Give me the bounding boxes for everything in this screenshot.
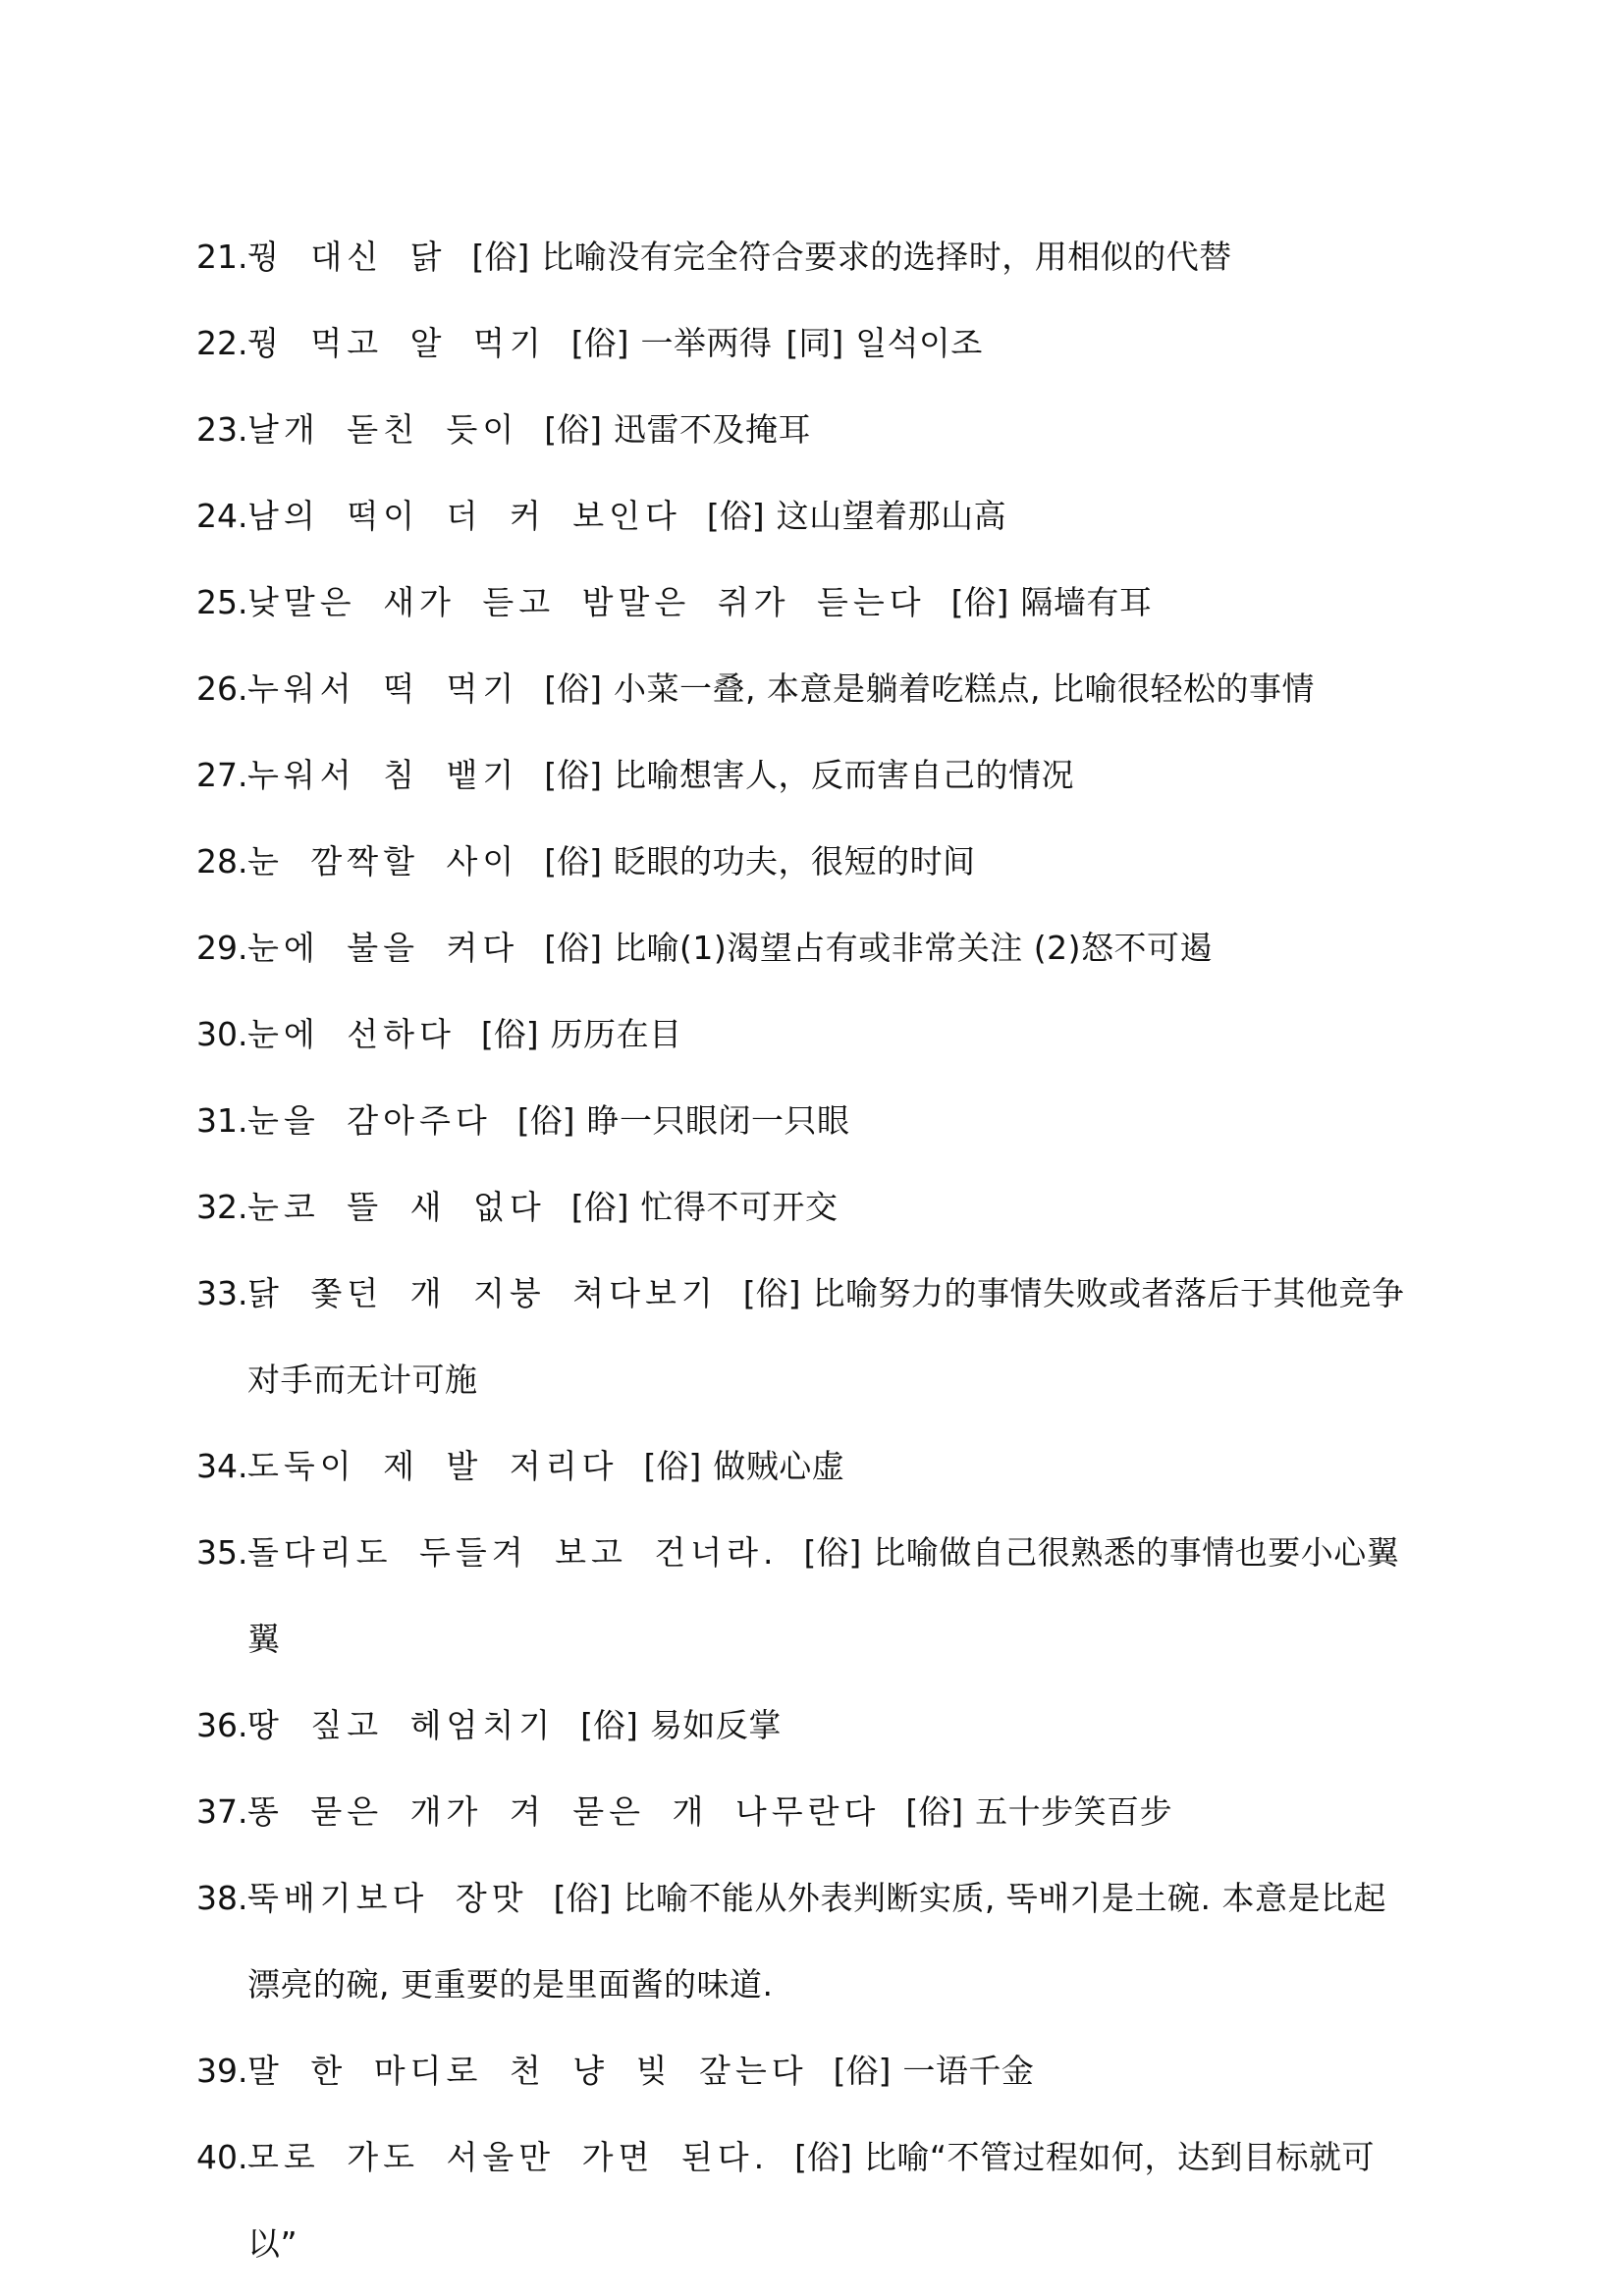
category-tag: [俗] bbox=[553, 1879, 612, 1917]
korean-proverb: 눈 깜짝할 사이 bbox=[247, 842, 519, 881]
korean-proverb: 뚝배기보다 장맛 bbox=[247, 1879, 528, 1917]
category-tag: [俗] bbox=[950, 583, 1009, 621]
chinese-meaning: 易如反掌 bbox=[649, 1706, 782, 1744]
list-item bbox=[196, 1769, 1414, 1855]
list-item bbox=[196, 1164, 1414, 1251]
list-item bbox=[196, 2028, 1414, 2114]
entry-number: 26. bbox=[196, 669, 248, 708]
list-item bbox=[196, 1510, 1414, 1682]
chinese-meaning: 历历在目 bbox=[550, 1015, 682, 1053]
category-tag: [俗] bbox=[570, 324, 629, 362]
list-item bbox=[196, 473, 1414, 560]
category-tag: [俗] bbox=[544, 669, 602, 708]
korean-proverb: 도둑이 제 발 저리다 bbox=[247, 1447, 619, 1485]
list-item bbox=[196, 387, 1414, 473]
entry-number: 28. bbox=[196, 842, 248, 881]
category-tag: [俗] bbox=[544, 410, 602, 449]
chinese-meaning: 一举两得 bbox=[640, 324, 773, 362]
list-item bbox=[196, 300, 1414, 387]
korean-proverb: 날개 돋친 듯이 bbox=[247, 410, 519, 449]
chinese-meaning: 比喻努力的事情失败或者落后于其他竞争对手而无计可施 bbox=[247, 1274, 1405, 1399]
category-tag: [俗] bbox=[471, 238, 530, 276]
category-tag: [俗] bbox=[833, 2052, 892, 2090]
chinese-meaning: 一语千金 bbox=[902, 2052, 1035, 2090]
chinese-meaning: 比喻没有完全符合要求的选择时，用相似的代替 bbox=[541, 238, 1232, 276]
entry-number: 32. bbox=[196, 1188, 248, 1226]
entry-number: 23. bbox=[196, 410, 248, 449]
chinese-meaning: 比喻不能从外表判断实质, 뚝배기是土碗. 本意是比起漂亮的碗, 更重要的是里面酱的味道. bbox=[247, 1879, 1386, 2003]
synonym-text: 일석이조 bbox=[855, 324, 983, 362]
entry-number: 37. bbox=[196, 1792, 248, 1831]
list-item bbox=[196, 732, 1414, 819]
chinese-meaning: 隔墙有耳 bbox=[1020, 583, 1153, 621]
list-item bbox=[196, 991, 1414, 1078]
category-tag: [俗] bbox=[570, 1188, 629, 1226]
entry-number: 35. bbox=[196, 1533, 248, 1572]
korean-proverb: 낮말은 새가 듣고 밤말은 쥐가 듣는다 bbox=[247, 583, 926, 621]
entry-number: 25. bbox=[196, 583, 248, 621]
entry-number: 36. bbox=[196, 1706, 248, 1744]
list-item bbox=[196, 905, 1414, 991]
entry-number: 38. bbox=[196, 1879, 248, 1917]
entry-number: 22. bbox=[196, 324, 248, 362]
chinese-meaning: 睁一只眼闭一只眼 bbox=[586, 1101, 850, 1140]
category-tag: [俗] bbox=[803, 1533, 862, 1572]
list-item bbox=[196, 214, 1414, 300]
korean-proverb: 똥 묻은 개가 겨 묻은 개 나무란다 bbox=[247, 1792, 881, 1831]
korean-proverb: 눈코 뜰 새 없다 bbox=[247, 1188, 546, 1226]
entry-number: 33. bbox=[196, 1274, 248, 1312]
korean-proverb: 말 한 마디로 천 냥 빚 갚는다 bbox=[247, 2052, 808, 2090]
category-tag: [俗] bbox=[706, 497, 765, 535]
category-tag: [俗] bbox=[544, 842, 602, 881]
chinese-meaning: 忙得不可开交 bbox=[640, 1188, 839, 1226]
chinese-meaning: 小菜一叠, 本意是躺着吃糕点, 比喻很轻松的事情 bbox=[614, 669, 1315, 708]
korean-proverb: 모로 가도 서울만 가면 된다. bbox=[247, 2138, 770, 2176]
korean-proverb: 땅 짚고 헤엄치기 bbox=[247, 1706, 556, 1744]
synonym-tag: [同] bbox=[785, 324, 844, 362]
list-item bbox=[196, 2114, 1414, 2287]
korean-proverb: 꿩 먹고 알 먹기 bbox=[247, 324, 546, 362]
korean-proverb: 눈을 감아주다 bbox=[247, 1101, 492, 1140]
korean-proverb: 누워서 떡 먹기 bbox=[247, 669, 519, 708]
chinese-meaning: 这山望着那山高 bbox=[776, 497, 1007, 535]
category-tag: [俗] bbox=[544, 929, 602, 967]
entry-number: 40. bbox=[196, 2138, 248, 2176]
category-tag: [俗] bbox=[580, 1706, 638, 1744]
category-tag: [俗] bbox=[742, 1274, 801, 1312]
category-tag: [俗] bbox=[544, 756, 602, 794]
list-item bbox=[196, 1251, 1414, 1423]
list-item bbox=[196, 1682, 1414, 1769]
entry-number: 24. bbox=[196, 497, 248, 535]
chinese-meaning: 比喻做自己很熟悉的事情也要小心翼翼 bbox=[247, 1533, 1400, 1658]
list-item bbox=[196, 1078, 1414, 1164]
category-tag: [俗] bbox=[794, 2138, 852, 2176]
korean-proverb: 꿩 대신 닭 bbox=[247, 238, 447, 276]
korean-proverb: 돌다리도 두들겨 보고 건너라. bbox=[247, 1533, 779, 1572]
entry-number: 30. bbox=[196, 1015, 248, 1053]
list-item bbox=[196, 1423, 1414, 1510]
entry-number: 34. bbox=[196, 1447, 248, 1485]
chinese-meaning: 比喻(1)渴望占有或非常关注 (2)怒不可遏 bbox=[614, 929, 1213, 967]
korean-proverb: 남의 떡이 더 커 보인다 bbox=[247, 497, 681, 535]
chinese-meaning: 五十步笑百步 bbox=[975, 1792, 1173, 1831]
list-item bbox=[196, 819, 1414, 905]
entry-number: 27. bbox=[196, 756, 248, 794]
korean-proverb: 닭 쫓던 개 지붕 쳐다보기 bbox=[247, 1274, 718, 1312]
chinese-meaning: 迅雷不及掩耳 bbox=[614, 410, 811, 449]
entry-number: 39. bbox=[196, 2052, 248, 2090]
list-item bbox=[196, 646, 1414, 732]
chinese-meaning: 做贼心虚 bbox=[713, 1447, 845, 1485]
category-tag: [俗] bbox=[516, 1101, 575, 1140]
list-item bbox=[196, 560, 1414, 646]
entry-number: 21. bbox=[196, 238, 248, 276]
korean-proverb: 눈에 선하다 bbox=[247, 1015, 456, 1053]
chinese-meaning: 比喻“不管过程如何，达到目标就可以” bbox=[247, 2138, 1375, 2263]
list-item bbox=[196, 1855, 1414, 2028]
category-tag: [俗] bbox=[480, 1015, 539, 1053]
korean-proverb: 누워서 침 뱉기 bbox=[247, 756, 519, 794]
entry-number: 31. bbox=[196, 1101, 248, 1140]
korean-proverb: 눈에 불을 켜다 bbox=[247, 929, 519, 967]
chinese-meaning: 比喻想害人，反而害自己的情况 bbox=[614, 756, 1074, 794]
entry-number: 29. bbox=[196, 929, 248, 967]
category-tag: [俗] bbox=[643, 1447, 702, 1485]
proverb-list bbox=[196, 214, 1414, 2287]
category-tag: [俗] bbox=[905, 1792, 964, 1831]
chinese-meaning: 眨眼的功夫，很短的时间 bbox=[614, 842, 976, 881]
